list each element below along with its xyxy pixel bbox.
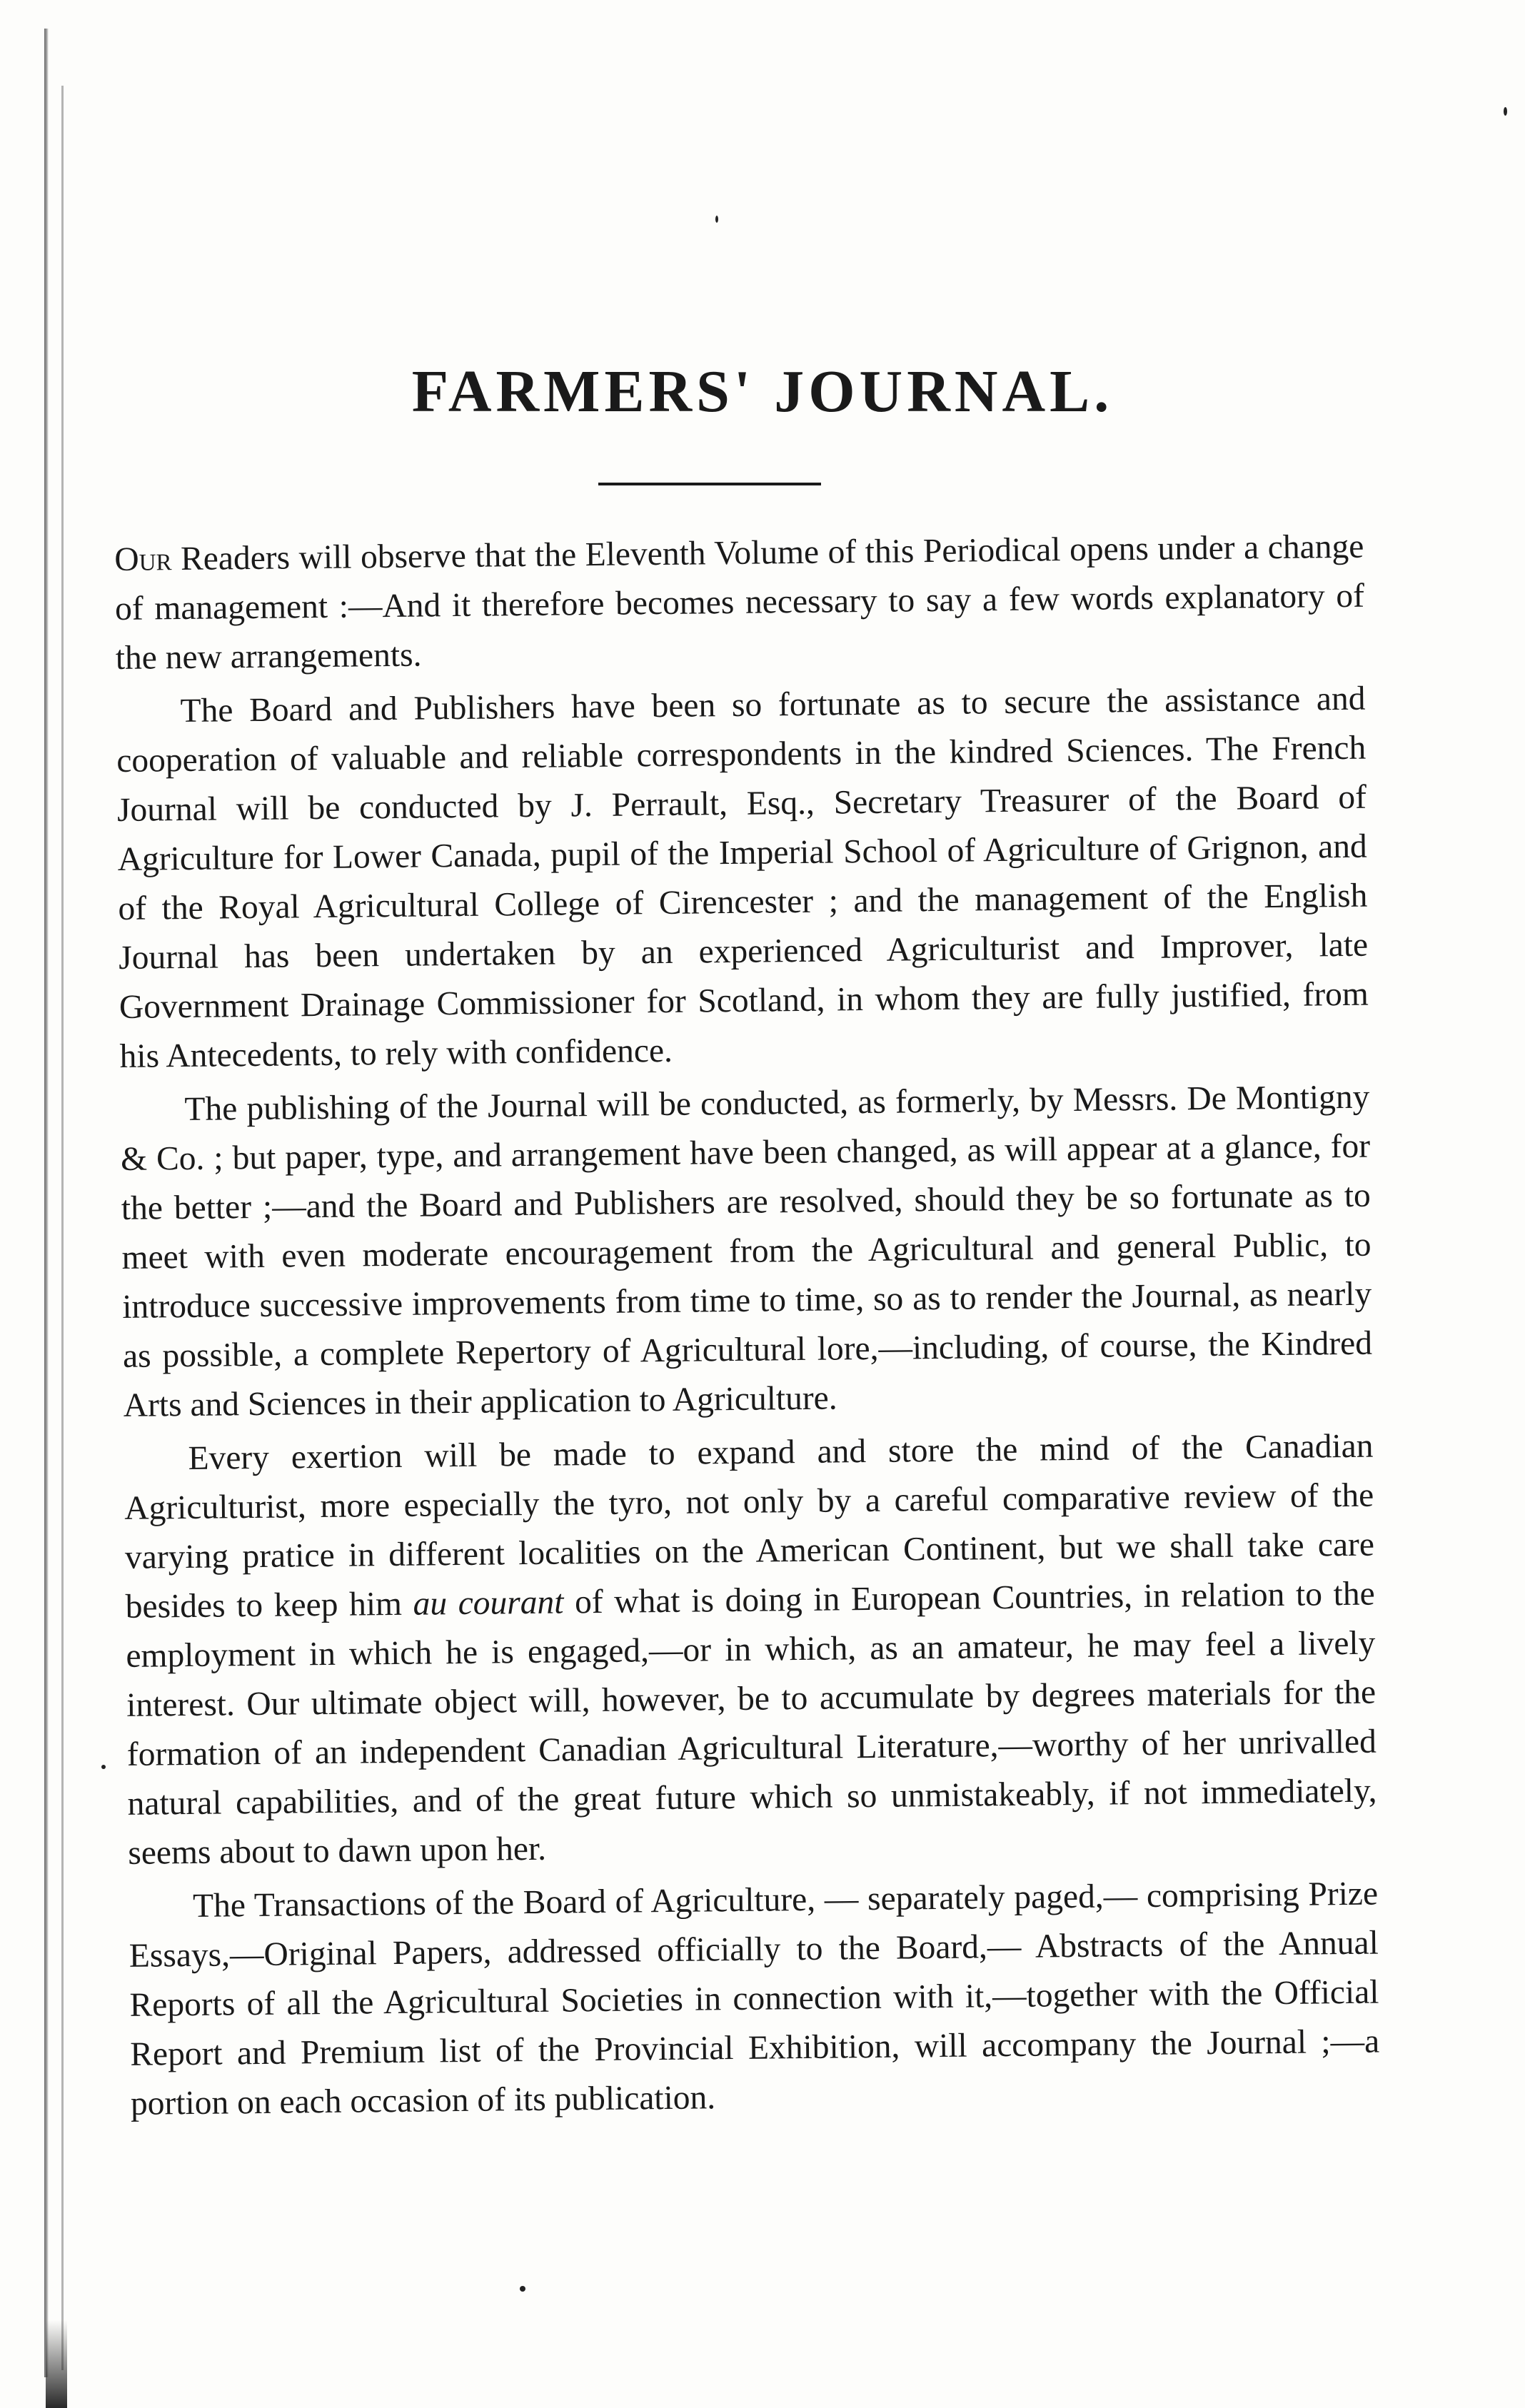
paragraph-1	[114, 523, 1365, 683]
paragraph-3: The publishing of the Journal will be conducted, as formerly, by Messrs. De Montigny & Co. ; but paper, type, and arrangement have been changed, as will appear at a glance, for the better ;—and the Board and Publishers are resolved, should they be so fortunate as to meet with even moderate encouragement from the Agricultural and general Public, to introduce successive improvements from time to time, so as to render the Journal, as nearly as possible, a complete Repertory of Agricultural lore,—including, of course, the Kindred Arts and Sciences in their application to Agriculture.	[120, 1078, 1373, 1424]
paragraph-text: of what is doing in European Countries, in relation to the employment in which he is engaged,—or in which, as an amateur, he may feel a lively interest. Our ultimate object will, however, be to accumulate by degrees materials for the formation of an independent Canadian Agricultural Literature,—worthy of her unrivalled natural capabilities, and of the great future which so unmistakeably, if not immediately, seems about to dawn upon her.	[126, 1575, 1377, 1872]
article-body	[114, 523, 1380, 2133]
paragraph-lead-word: Our	[114, 540, 172, 578]
page-binding-line	[61, 86, 64, 2370]
print-speck	[1504, 107, 1507, 116]
print-speck	[520, 2286, 525, 2292]
paragraph-2: The Board and Publishers have been so fortunate as to secure the assistance and cooperation of valuable and reliable correspondents in the kindred Sciences. The French Journal will be conducted by J. Perrault, Esq., Secretary Treasurer of the Board of Agriculture for Lower Canada, pupil of the Imperial School of Agriculture of Grignon, and of the Royal Agricultural College of Cirencester ; and the management of the English Journal has been undertaken by an experienced Agriculturist and Improver, late Government Drainage Commissioner for Scotland, in whom they are fully justified, from his Antecedents, to rely with confidence.	[116, 680, 1369, 1075]
italic-phrase: au courant	[413, 1583, 564, 1623]
paragraph-5: The Transactions of the Board of Agriculture, — separately paged,— comprising Prize Essays,—Original Papers, addressed officially to the Board,— Abstracts of the Annual Reports of all the Agricultural Societies in connection with it,—together with the Official Report and Premium list of the Provincial Exhibition, will accompany the Journal ;—a portion on each occasion of its publication.	[129, 1875, 1380, 2122]
paragraph-text: Readers will observe that the Eleventh Volume of this Periodical opens under a change of management :—And it therefore becomes necessary to say a few words explanatory of the new arrangements.	[114, 528, 1365, 677]
paragraph-text: Every exertion will be made to expand and store the mind of the Canadian Agriculturist, more especially the tyro, not only by a careful comparative review of the varying pratice in different localities on the American Continent, but we shall take care besides to keep him	[124, 1427, 1375, 1626]
print-speck	[101, 1765, 106, 1769]
paragraph-4	[124, 1422, 1377, 1878]
page-binding-shadow	[46, 2320, 67, 2408]
print-speck	[715, 216, 718, 223]
page-title: FARMERS' JOURNAL.	[411, 358, 1114, 425]
title-rule	[598, 483, 821, 485]
